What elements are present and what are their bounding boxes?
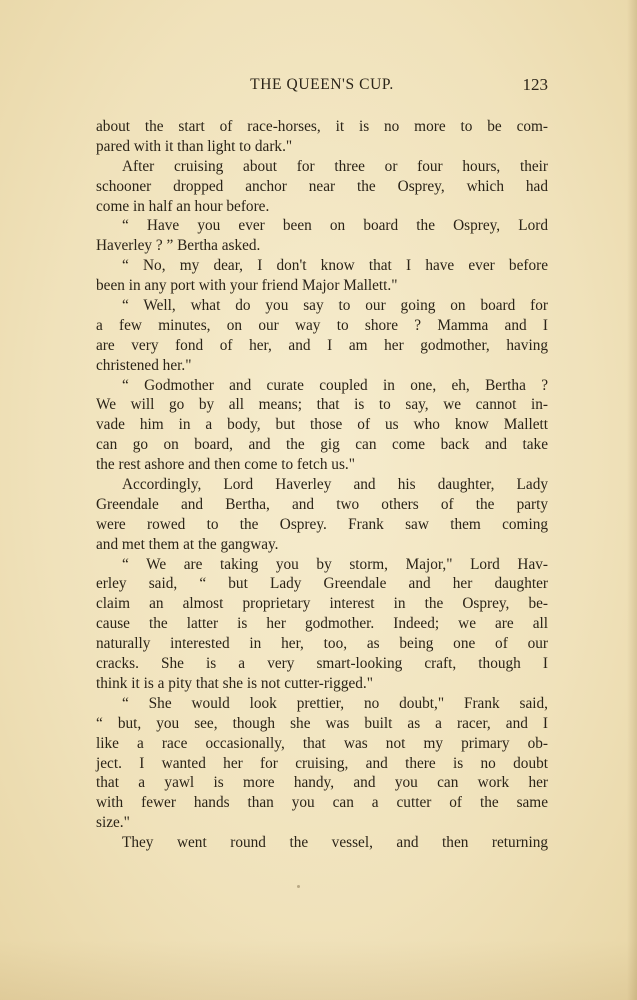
- text-line: “ but, you see, though she was built as a racer, and I: [96, 714, 548, 732]
- text-line: cause the latter is her godmother. Indeed; we are all: [96, 615, 548, 633]
- text-line: claim an almost proprietary interest in the Osprey, be-: [96, 595, 548, 613]
- text-line: cracks. She is a very smart-looking craft, though I: [96, 655, 548, 673]
- text-line: about the start of race-horses, it is no more to be com-: [96, 118, 548, 135]
- text-line: are very fond of her, and I am her godmother, having: [96, 336, 548, 354]
- text-line: They went round the vessel, and then returning: [122, 834, 548, 852]
- text-line: erley said, “ but Lady Greendale and her daughter: [96, 575, 548, 593]
- text-line: After cruising about for three or four hours, their: [122, 157, 548, 175]
- text-line: ject. I wanted her for cruising, and there is no doubt: [96, 754, 548, 772]
- text-line: size.": [96, 814, 130, 832]
- text-line: pared with it than light to dark.": [96, 137, 293, 155]
- text-line: a few minutes, on our way to shore ? Mamma and I: [96, 316, 548, 334]
- text-line: vade him in a body, but those of us who know Mallett: [96, 416, 548, 434]
- page-edge-shadow: [627, 0, 637, 1000]
- body-text: [96, 117, 548, 853]
- text-line: naturally interested in her, too, as being one of our: [96, 635, 548, 653]
- text-line: the rest ashore and then come to fetch us.": [96, 456, 355, 474]
- text-line: been in any port with your friend Major Mallett.": [96, 277, 398, 295]
- page-number: 123: [522, 75, 548, 94]
- running-title: THE QUEEN'S CUP.: [250, 76, 394, 93]
- page-header: [96, 74, 548, 98]
- text-line: with fewer hands than you can a cutter of the same: [96, 794, 548, 812]
- text-line: can go on board, and the gig can come back and take: [96, 436, 548, 454]
- text-line: “ Well, what do you say to our going on board for: [122, 297, 548, 315]
- text-line: and met them at the gangway.: [96, 535, 279, 553]
- text-line: “ Have you ever been on board the Osprey, Lord: [122, 217, 548, 235]
- text-line: schooner dropped anchor near the Osprey, which had: [96, 177, 548, 195]
- text-line: Greendale and Bertha, and two others of the party: [96, 495, 548, 513]
- text-line: “ Godmother and curate coupled in one, eh, Bertha ?: [122, 376, 548, 394]
- text-line: “ We are taking you by storm, Major," Lord Hav-: [122, 555, 548, 573]
- text-line: “ She would look prettier, no doubt," Frank said,: [122, 694, 548, 712]
- text-line: We will go by all means; that is to say, we cannot in-: [96, 396, 548, 414]
- paper-speck: [297, 885, 300, 888]
- text-line: that a yawl is more handy, and you can work her: [96, 774, 548, 792]
- text-line: think it is a pity that she is not cutter-rigged.": [96, 674, 373, 692]
- text-line: come in half an hour before.: [96, 197, 270, 215]
- text-line: Accordingly, Lord Haverley and his daughter, Lady: [122, 476, 548, 494]
- page-bottom-stain: [0, 940, 637, 1000]
- text-line: like a race occasionally, that was not my primary ob-: [96, 734, 548, 752]
- text-line: christened her.": [96, 356, 192, 374]
- text-line: Haverley ? ” Bertha asked.: [96, 237, 261, 255]
- text-line: “ No, my dear, I don't know that I have ever before: [122, 257, 548, 275]
- text-line: were rowed to the Osprey. Frank saw them coming: [96, 515, 548, 533]
